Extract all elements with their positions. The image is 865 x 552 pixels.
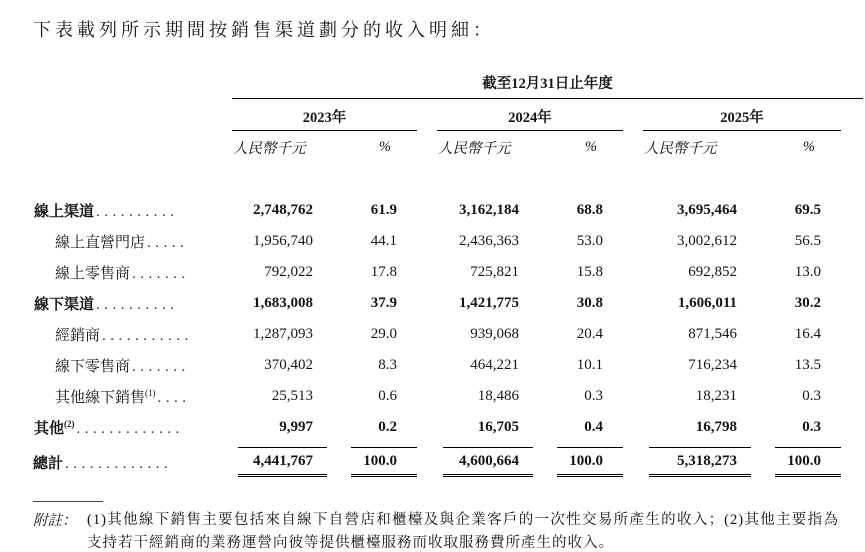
percent-2023: 37.9: [370, 295, 397, 311]
total-percent-2024: 100.0: [543, 443, 623, 481]
col-header-amount-2024: 人民幣千元: [438, 141, 511, 157]
total-amount-2024: 4,600,664: [437, 443, 543, 481]
percent-2024: 68.8: [576, 202, 603, 218]
footnote-text: (1)其他線下銷售主要包括來自線下自營店和櫃檯及與企業客戶的一次性交易所產生的收入；(2)其他主要指為支持若干經銷商的業務運營向彼等提供櫃檯服務而收取服務費所產生的收入。: [87, 512, 839, 552]
percent-2025: 30.2: [794, 295, 821, 311]
percent-2024: 0.4: [584, 419, 603, 435]
amount-2025: 871,546: [688, 326, 737, 342]
footnote-ref-2: (2): [64, 419, 75, 429]
amount-2024: 18,486: [477, 388, 519, 404]
footnote-section: [33, 501, 839, 552]
amount-2025: 1,606,011: [677, 295, 737, 311]
amount-2025: 3,695,464: [677, 202, 737, 218]
footnote-ref-1: (1): [145, 388, 156, 398]
row-label: 線上零售商 .......: [55, 266, 190, 282]
percent-2024: 15.8: [576, 264, 603, 280]
year-header-2023: 2023年: [232, 99, 417, 131]
total-amount-2023: 4,441,767: [232, 443, 337, 481]
amount-2025: 692,852: [688, 264, 737, 280]
period-header: 截至12月31日止年度: [232, 72, 863, 99]
col-header-percent-2024: %: [584, 139, 597, 155]
percent-2024: 20.4: [576, 326, 603, 342]
table-row-online-direct-stores: [33, 226, 863, 257]
amount-2023: 1,287,093: [253, 326, 313, 342]
col-header-percent-2023: %: [378, 139, 391, 155]
row-label: 線下零售商 .......: [55, 359, 190, 375]
period-header-row: [33, 72, 863, 99]
amount-2023: 792,022: [264, 264, 313, 280]
table-row-online-retailers: [33, 257, 863, 288]
amount-2023: 370,402: [264, 357, 313, 373]
percent-2023: 0.6: [378, 388, 397, 404]
revenue-by-channel-table: [33, 72, 863, 481]
percent-2025: 0.3: [802, 419, 821, 435]
percent-2025: 0.3: [802, 388, 821, 404]
amount-2024: 2,436,363: [459, 233, 519, 249]
total-amount-2025: 5,318,273: [643, 443, 761, 481]
percent-2023: 61.9: [370, 202, 397, 218]
amount-2023: 2,748,762: [253, 202, 313, 218]
row-label: 經銷商 ...........: [55, 328, 193, 344]
percent-2024: 0.3: [584, 388, 603, 404]
percent-2023: 29.0: [370, 326, 397, 342]
table-row-others: [33, 412, 863, 443]
table-row-online-channels: [33, 195, 863, 226]
row-label: 線上直營門店 .....: [55, 235, 189, 251]
row-label: 線下渠道 ..........: [34, 297, 179, 313]
row-label: 線上渠道 ..........: [34, 204, 179, 220]
amount-2024: 16,705: [477, 419, 519, 435]
table-row-offline-retailers: [33, 350, 863, 381]
total-percent-2023: 100.0: [337, 443, 417, 481]
amount-2025: 16,798: [695, 419, 737, 435]
intro-text: 下表載列所示期間按銷售渠道劃分的收入明細：: [33, 20, 495, 40]
amount-2023: 1,683,008: [253, 295, 313, 311]
amount-2023: 1,956,740: [253, 233, 313, 249]
percent-2025: 16.4: [794, 326, 821, 342]
percent-2024: 30.8: [576, 295, 603, 311]
percent-2025: 13.5: [794, 357, 821, 373]
col-header-percent-2025: %: [802, 139, 815, 155]
footnote-divider: [33, 501, 103, 502]
percent-2025: 13.0: [794, 264, 821, 280]
percent-2024: 10.1: [576, 357, 603, 373]
percent-2023: 44.1: [370, 233, 397, 249]
row-label: 其他$^{(2)}$ .............: [34, 419, 184, 437]
percent-2023: 8.3: [378, 357, 397, 373]
amount-2025: 3,002,612: [677, 233, 737, 249]
col-header-amount-2025: 人民幣千元: [644, 141, 717, 157]
table-row-offline-channels: [33, 288, 863, 319]
percent-2023: 0.2: [378, 419, 397, 435]
total-percent-2025: 100.0: [761, 443, 841, 481]
row-label: 其他線下銷售$^{(1)}$ ....: [55, 388, 191, 406]
year-header-row: [33, 99, 863, 131]
amount-2024: 464,221: [470, 357, 519, 373]
percent-2023: 17.8: [370, 264, 397, 280]
year-header-2025: 2025年: [643, 99, 841, 131]
amount-2024: 3,162,184: [459, 202, 519, 218]
amount-2024: 725,821: [470, 264, 519, 280]
col-header-amount-2023: 人民幣千元: [233, 141, 306, 157]
percent-2024: 53.0: [576, 233, 603, 249]
amount-2024: 1,421,775: [459, 295, 519, 311]
table-row-distributors: [33, 319, 863, 350]
year-header-2024: 2024年: [437, 99, 623, 131]
amount-2025: 716,234: [688, 357, 737, 373]
subheader-row: [33, 131, 863, 160]
table-row-other-offline-sales: [33, 381, 863, 412]
footnote-label: 附註：: [33, 513, 77, 529]
table-row-total: [33, 443, 863, 481]
percent-2025: 69.5: [794, 202, 821, 218]
row-label: 總計 .............: [33, 455, 173, 472]
amount-2025: 18,231: [695, 388, 737, 404]
amount-2023: 25,513: [271, 388, 313, 404]
amount-2023: 9,997: [279, 419, 313, 435]
amount-2024: 939,068: [470, 326, 519, 342]
percent-2025: 56.5: [794, 233, 821, 249]
